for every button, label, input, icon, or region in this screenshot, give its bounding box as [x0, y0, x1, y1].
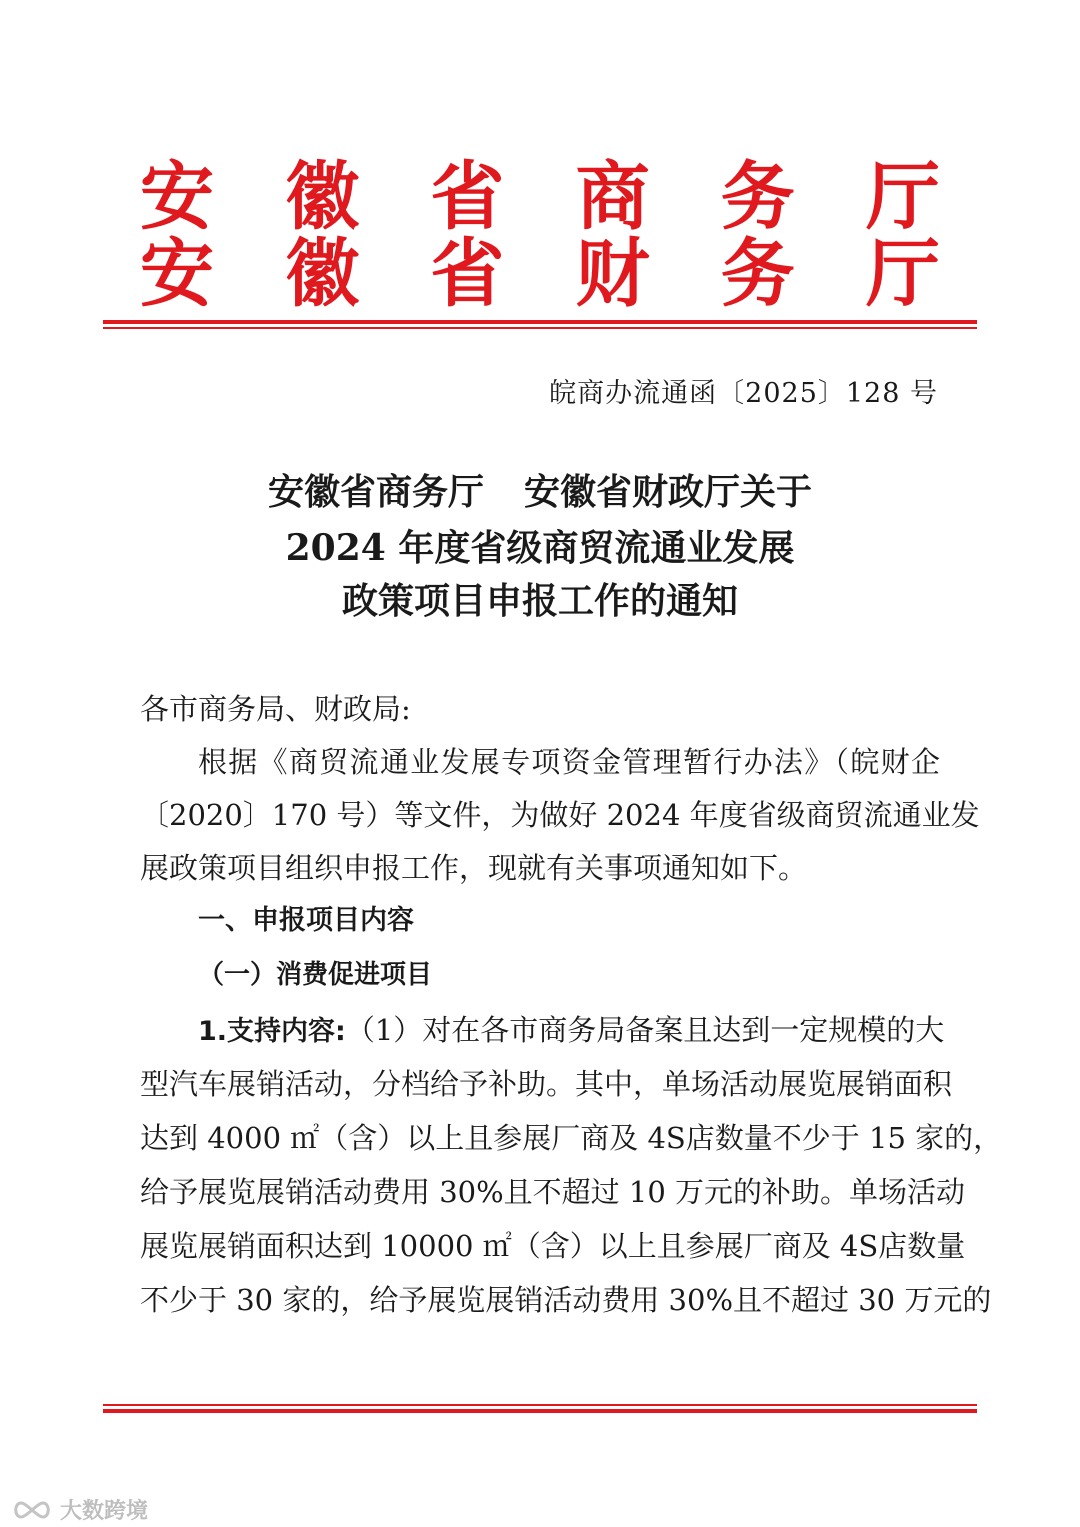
letterhead-char: 务: [720, 154, 795, 240]
watermark: [10, 1494, 148, 1525]
title-line-2: 2024 年度省级商贸流通业发展: [285, 527, 795, 569]
item1-label: 1.支持内容:: [198, 1016, 346, 1047]
item1-line-3: 达到 4000 ㎡（含）以上且参展厂商及 4S店数量不少于 15 家的，: [140, 1121, 1003, 1155]
intro-line-2: 〔2020〕170 号）等文件，为做好 2024 年度省级商贸流通业发: [140, 798, 980, 832]
title-line-3: 政策项目申报工作的通知: [341, 580, 738, 622]
letterhead-char: 财: [575, 231, 650, 317]
letterhead-char: 商: [575, 154, 650, 240]
document-number: 皖商办流通函〔2025〕128 号: [549, 378, 938, 409]
footer-rule-thin: [103, 1404, 977, 1406]
letterhead-char: 省: [430, 231, 505, 317]
letterhead-line-1: [140, 154, 940, 240]
title-line-1: [120, 471, 960, 513]
intro-line-1: 根据《商贸流通业发展专项资金管理暂行办法》（皖财企: [198, 745, 940, 779]
salutation: 各市商务局、财政局:: [140, 692, 411, 726]
infinity-logo-icon: [10, 1499, 54, 1521]
letterhead-char: 徽: [285, 154, 360, 240]
letterhead-char: 省: [430, 154, 505, 240]
item1-line-5: 展览展销面积达到 10000 ㎡（含）以上且参展厂商及 4S店数量: [140, 1229, 966, 1263]
title-org-2: 安徽省财政厅关于: [524, 471, 813, 513]
title-org-1: 安徽省商务厅: [267, 471, 484, 513]
watermark-text: 大数跨境: [60, 1499, 149, 1524]
letterhead-char: 厅: [865, 231, 940, 317]
intro-line-3: 展政策项目组织申报工作，现就有关事项通知如下。: [140, 851, 808, 885]
section-heading-1: 一、申报项目内容: [198, 905, 414, 936]
item1-text: （1）对在各市商务局备案且达到一定规模的大: [345, 1013, 945, 1047]
item1-line-2: 型汽车展销活动，分档给予补助。其中，单场活动展览展销面积: [140, 1067, 953, 1101]
subsection-heading-1: （一）消费促进项目: [198, 960, 433, 990]
letterhead-line-2: [140, 231, 940, 317]
letterhead-char: 安: [140, 154, 214, 240]
letterhead-char: 安: [140, 231, 214, 317]
item1-line-4: 给予展览展销活动费用 30%且不超过 10 万元的补助。单场活动: [140, 1175, 966, 1209]
footer-rule-thick: [103, 1409, 977, 1413]
item1-line-6: 不少于 30 家的，给予展览展销活动费用 30%且不超过 30 万元的: [140, 1283, 992, 1317]
header-rule-thick: [103, 320, 977, 324]
header-rule-thin: [103, 327, 977, 329]
letterhead-char: 务: [720, 231, 795, 317]
letterhead-char: 厅: [865, 154, 940, 240]
item1-line-1: [198, 1013, 945, 1047]
letterhead-char: 徽: [285, 231, 360, 317]
